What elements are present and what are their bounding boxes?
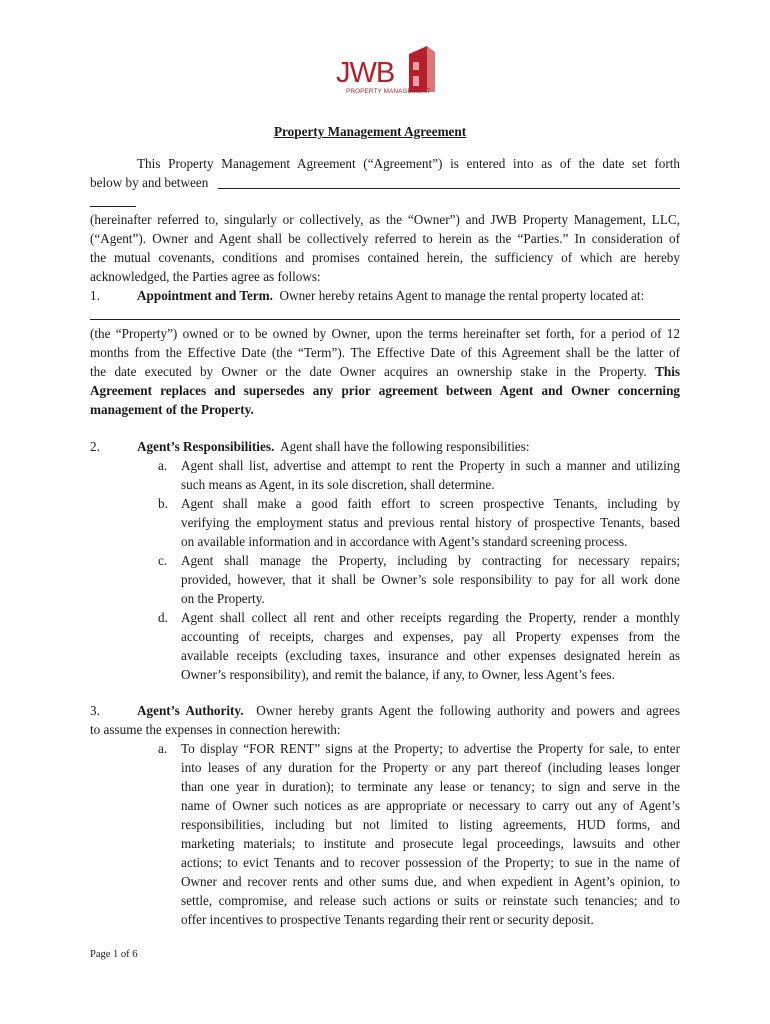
section-2-number: 2. <box>90 439 100 454</box>
section-3-text: Owner hereby grants Agent the following authority and powers and agrees <box>256 703 680 718</box>
section-1-lead <box>137 288 644 304</box>
section-2d-label: d. <box>158 610 168 625</box>
section-2c-label: c. <box>158 553 168 568</box>
section-2-lead <box>137 439 530 455</box>
logo-wordmark: JWB <box>336 57 395 89</box>
section-2b-line-2: verifying the employment status and previous rental history of prospective Tenants, based <box>181 515 680 530</box>
section-1-line-5: management of the Property. <box>90 402 254 417</box>
logo-subtext: PROPERTY MANAGEMENT <box>346 88 431 95</box>
section-3a-label: a. <box>158 741 168 756</box>
section-1-line-3b: This <box>655 364 681 379</box>
document-title: Property Management Agreement <box>274 124 467 139</box>
section-2d-line-1: Agent shall collect all rent and other receipts regarding the Property, render a monthly <box>181 610 680 625</box>
section-2a-line-2: such means as Agent, in its sole discretion, shall determine. <box>181 477 495 492</box>
section-1-heading: Appointment and Term. <box>137 288 273 303</box>
section-3-number: 3. <box>90 703 100 718</box>
section-1-line-2: months from the Effective Date (the “Term”). The Effective Date of this Agreement shall be the latter of <box>90 345 680 360</box>
section-2-text: Agent shall have the following responsibilities: <box>280 439 530 454</box>
section-3a-line: Owner and recover rents and other sums due, and when expedient in Agent’s opinion, to <box>181 874 680 889</box>
building-icon <box>409 46 435 92</box>
section-2d-line-4: Owner’s responsibility), and remit the balance, if any, to Owner, less Agent’s fees. <box>181 667 615 682</box>
section-2c-line-1: Agent shall manage the Property, including by contracting for necessary repairs; <box>181 553 680 568</box>
section-1-text: Owner hereby retains Agent to manage the rental property located at: <box>279 288 645 303</box>
parties-line-4: acknowledged, the Parties agree as follows: <box>90 269 321 284</box>
section-3a-line: marketing materials; to institute and prosecute legal proceedings, lawsuits and other <box>181 836 680 851</box>
section-3a-line: responsibilities, including but not limited to listing agreements, HUD forms, and <box>181 817 680 832</box>
intro-line-1: This Property Management Agreement (“Agreement”) is entered into as of the date set forth <box>137 156 680 171</box>
owner-name-blank-cont <box>90 206 136 207</box>
section-2b-line-1: Agent shall make a good faith effort to screen prospective Tenants, including by <box>181 496 680 511</box>
section-3-heading: Agent’s Authority. <box>137 703 244 718</box>
section-1-line-1: (the “Property”) owned or to be owned by Owner, upon the terms hereinafter set forth, for a period of 12 <box>90 326 680 341</box>
section-2d-line-2: accounting of receipts, charges and expenses, pay all Property expenses from the <box>181 629 680 644</box>
section-1-line-3a: the date executed by Owner or the date Owner acquires an ownership stake in the Property. <box>90 364 647 379</box>
section-3a-line: into leases of any duration for the Property or any part thereof (including leases longer <box>181 760 680 775</box>
section-3a-line: To display “FOR RENT” signs at the Property; to advertise the Property for sale, to enter <box>181 741 680 756</box>
section-1-line-4: Agreement replaces and supersedes any prior agreement between Agent and Owner concerning <box>90 383 680 398</box>
parties-line-3: the mutual covenants, conditions and promises contained herein, the sufficiency of which are hereby <box>90 250 680 265</box>
section-2b-line-3: on available information and in accordance with Agent’s standard screening process. <box>181 534 628 549</box>
jwb-logo <box>336 46 436 102</box>
section-3a-line: settle, compromise, and release such actions or suits or reinstate such tenancies; and to <box>181 893 680 908</box>
section-3a-line: offer incentives to prospective Tenants regarding their rent or security deposit. <box>181 912 594 927</box>
section-2c-line-3: on the Property. <box>181 591 265 606</box>
property-address-blank <box>90 319 680 320</box>
owner-name-blank <box>218 188 680 189</box>
section-2d-line-3: available receipts (excluding taxes, insurance and other expenses designated herein as <box>181 648 680 663</box>
parties-line-1: (hereinafter referred to, singularly or collectively, as the “Owner”) and JWB Property Management, LLC, <box>90 212 680 227</box>
section-3-line-2: to assume the expenses in connection herewith: <box>90 722 341 737</box>
section-1-line-3 <box>90 364 680 380</box>
section-2a-line-1: Agent shall list, advertise and attempt to rent the Property in such a manner and utilizing <box>181 458 680 473</box>
parties-line-2: (“Agent”). Owner and Agent shall be collectively referred to herein as the “Parties.” In consideration of <box>90 231 680 246</box>
section-2b-label: b. <box>158 496 168 511</box>
section-3a-line: than one year in duration); to terminate any lease or tenancy; to sign and serve in the <box>181 779 680 794</box>
section-3-lead <box>137 703 680 719</box>
section-3a-line: actions; to evict Tenants and to recover possession of the Property; to sue in the name of <box>181 855 680 870</box>
section-2c-line-2: provided, however, that it shall be Owner’s sole responsibility to pay for all work done <box>181 572 680 587</box>
section-1-number: 1. <box>90 288 100 303</box>
section-2-heading: Agent’s Responsibilities. <box>137 439 275 454</box>
section-2a-label: a. <box>158 458 168 473</box>
intro-line-2: below by and between <box>90 175 209 190</box>
section-3a-line: name of Owner such notices as are appropriate or necessary to carry out any of Agent’s <box>181 798 680 813</box>
page-number: Page 1 of 6 <box>90 949 138 960</box>
